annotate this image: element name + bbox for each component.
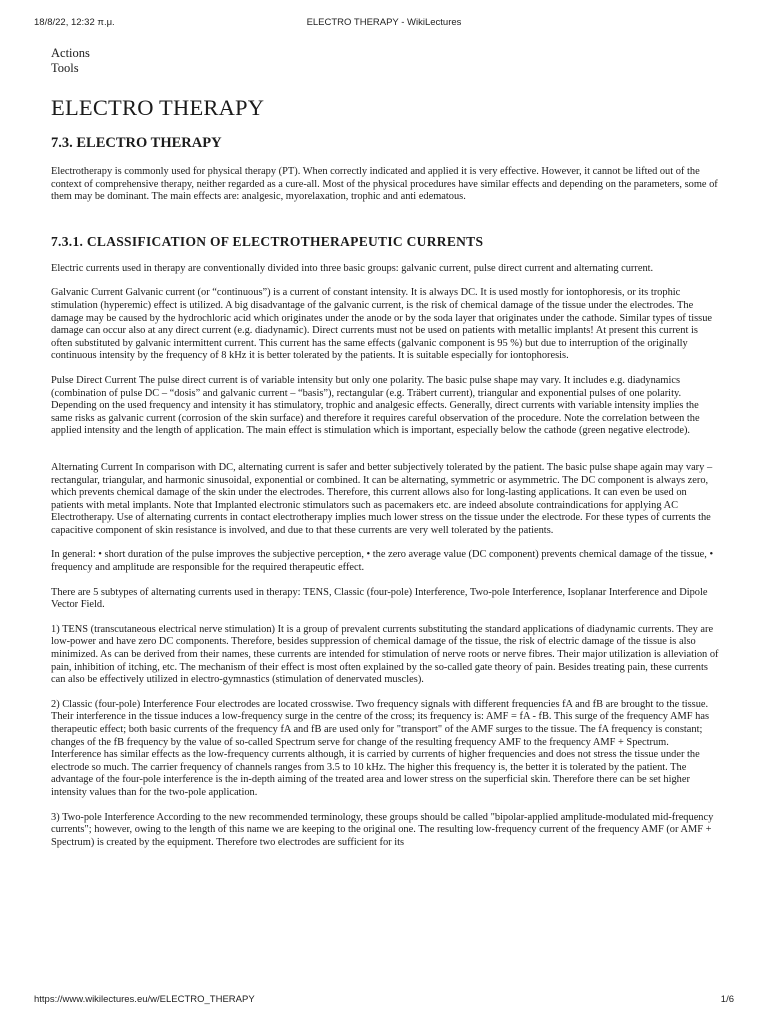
paragraph-current-groups: Electric currents used in therapy are conventionally divided into three basic groups: galvanic current, pulse direct current and alternating current. xyxy=(51,262,654,274)
paragraph-ac-subtypes: There are 5 subtypes of alternating currents used in therapy: TENS, Classic (four-pole) Interference, Two-pole Interference, Isoplanar Interference and Dipole Vector Field. xyxy=(51,586,708,611)
tools-link[interactable]: Tools xyxy=(51,61,79,75)
print-url: https://www.wikilectures.eu/w/ELECTRO_THERAPY xyxy=(34,994,255,1005)
subsection-heading: 7.3.1. CLASSIFICATION OF ELECTROTHERAPEUTIC CURRENTS xyxy=(51,233,484,249)
intro-paragraph: Electrotherapy is commonly used for physical therapy (PT). When correctly indicated and applied it is very effective. However, it cannot be lifted out of the context of comprehensive therapy, neither regarded as a cure-all. Most of the physical procedures have similar effects and depending on the parameters, some of them may be dominant. The main effects are: analgesic, myorelaxation, trophic and anti edematous. xyxy=(51,166,718,203)
paragraph-in-general: In general: • short duration of the pulse improves the subjective perception, • the zero average value (DC component) prevents chemical damage of the tissue, • frequency and amplitude are responsible for the required therapeutic effect. xyxy=(51,549,714,574)
paragraph-two-pole-interference: 3) Two-pole Interference According to the new recommended terminology, these groups should be called "bipolar-applied amplitude-modulated mid-frequency currents"; however, owing to the length of this name we are keeping to the original one. The resulting low-frequency current of the frequency AMF (or AMF + Spectrum) is created by the equipment. Therefore two electrodes are sufficient for its xyxy=(51,811,714,848)
print-footer xyxy=(0,994,768,1008)
paragraph-classic-interference: 2) Classic (four-pole) Interference Four electrodes are located crosswise. Two frequency signals with different frequencies fA and fB are brought to the tissue. Their interference in the tissue induces a low-frequency surge in the centre of the cross; its frequency is: AMF = fA - fB. This surge of the frequency AMF has therapeutic effect; both basic currents of the frequency fA and fB are used only for "transport" of the AMF surges to the tissue. The fA frequency is constant; changes of the fB frequency by the value of so-called Spectrum serve for change of the resulting frequency AMF to the frequency AMF + Spectrum. Interference has similar effects as the low-frequency currents although, it is carried by currents of higher frequencies and does not stress the tissue under the electrode so much. The carrier frequency of channels ranges from 3.5 to 10 kHz. The higher this frequency is, the better it is tolerated by the patient. The advantage of the four-pole interference is the in-depth aiming of the treated area and lower stress on the superficial skin. Therefore there can be set higher intensity values than for the two-pole application. xyxy=(51,698,709,798)
print-page-title: ELECTRO THERAPY - WikiLectures xyxy=(306,17,462,28)
article-content xyxy=(51,46,719,849)
print-page-number: 1/6 xyxy=(720,994,734,1005)
print-datetime: 18/8/22, 12:32 π.μ. xyxy=(34,17,115,28)
paragraph-pulse-direct-current: Pulse Direct Current The pulse direct current is of variable intensity but only one polarity. The basic pulse shape may vary. It includes e.g. diadynamics (combination of pulse DC – “dosis” and galvanic current – “basis”), rectangular (e.g. Träbert current), triangular and exponential pulses of one polarity. Depending on the used frequency and intensity it has stimulatory, trophic and analgesic effects. Generally, direct currents with variable intensity implies the same risks as galvanic current (corrosion of the skin surface) and therefore it requires careful observation of the procedure. Note the correlation between the applied intensity and the length of application. The main effect is stimulation which is important, especially below the cathode (green negative electrode). xyxy=(51,374,700,437)
paragraph-galvanic-current: Galvanic Current Galvanic current (or “continuous”) is a current of constant intensity. It is always DC. It is used mostly for iontophoresis, or its trophic stimulation (hyperemic) effect is utilized. A big disadvantage of the galvanic current, is the risk of chemical damage of the tissue under the electrodes. The damage may be caused by the hydrochloric acid which originates under the anode or by the soda layer that originates under the cathode. Similar types of tissue damage can occur also at any direct current (e.g. diadynamic). Direct currents must not be used on patients with metallic implants! At present this current is often substituted by galvanic intermittent current. This current has the same effects (galvanic component is 95 %) but due to interruption of the originally continuous intensity by the frequency of 8 kHz it is better tolerated by the patients. It is suitable especially for iontophoresis. xyxy=(51,287,713,362)
actions-link[interactable]: Actions xyxy=(51,46,90,60)
section-heading: 7.3. ELECTRO THERAPY xyxy=(51,135,222,151)
print-header xyxy=(0,17,768,31)
paragraph-tens: 1) TENS (transcutaneous electrical nerve stimulation) It is a group of prevalent currents substituting the standard applications of diadynamic currents. They are low-power and have zero DC components. Therefore, besides suppression of chemical damage of the tissue, the risk of electric damage of the tissue is also minimized. As can be derived from their names, these currents are intended for stimulation of nerve roots or nerve fibres. Their major utilization is alleviation of pain, inhibition of itching, etc. The mechanism of their effect is most often explained by the so-called gate theory of pain. Besides treating pain, these currents can also be effectively utilized in electro-gymnastics (stimulation of denervated muscles). xyxy=(51,623,719,686)
page-actions-menu xyxy=(51,46,719,76)
page-title: ELECTRO THERAPY xyxy=(51,95,265,120)
paragraph-alternating-current: Alternating Current In comparison with DC, alternating current is safer and better subjectively tolerated by the patient. The basic pulse shape again may vary – rectangular, triangular, and harmonic sinusoidal, exponential or combined. It can be alternating, symmetric or asymmetric. The DC component is always zero, which prevents chemical damage of the skin under the electrodes. Therefore, this current allows also for long-lasting applications. It can even be used on patients with metal implants. Note that Implanted electronic stimulators such as pacemakers etc. are indeed absolute contraindications for applying AC Electrotherapy. Use of alternating currents in contact electrotherapy implies much lower stress on the tissue under the electrode. For these types of currents the capacitive component of skin resistance is involved, and due to that these currents are very well tolerated by the patients. xyxy=(51,461,713,536)
